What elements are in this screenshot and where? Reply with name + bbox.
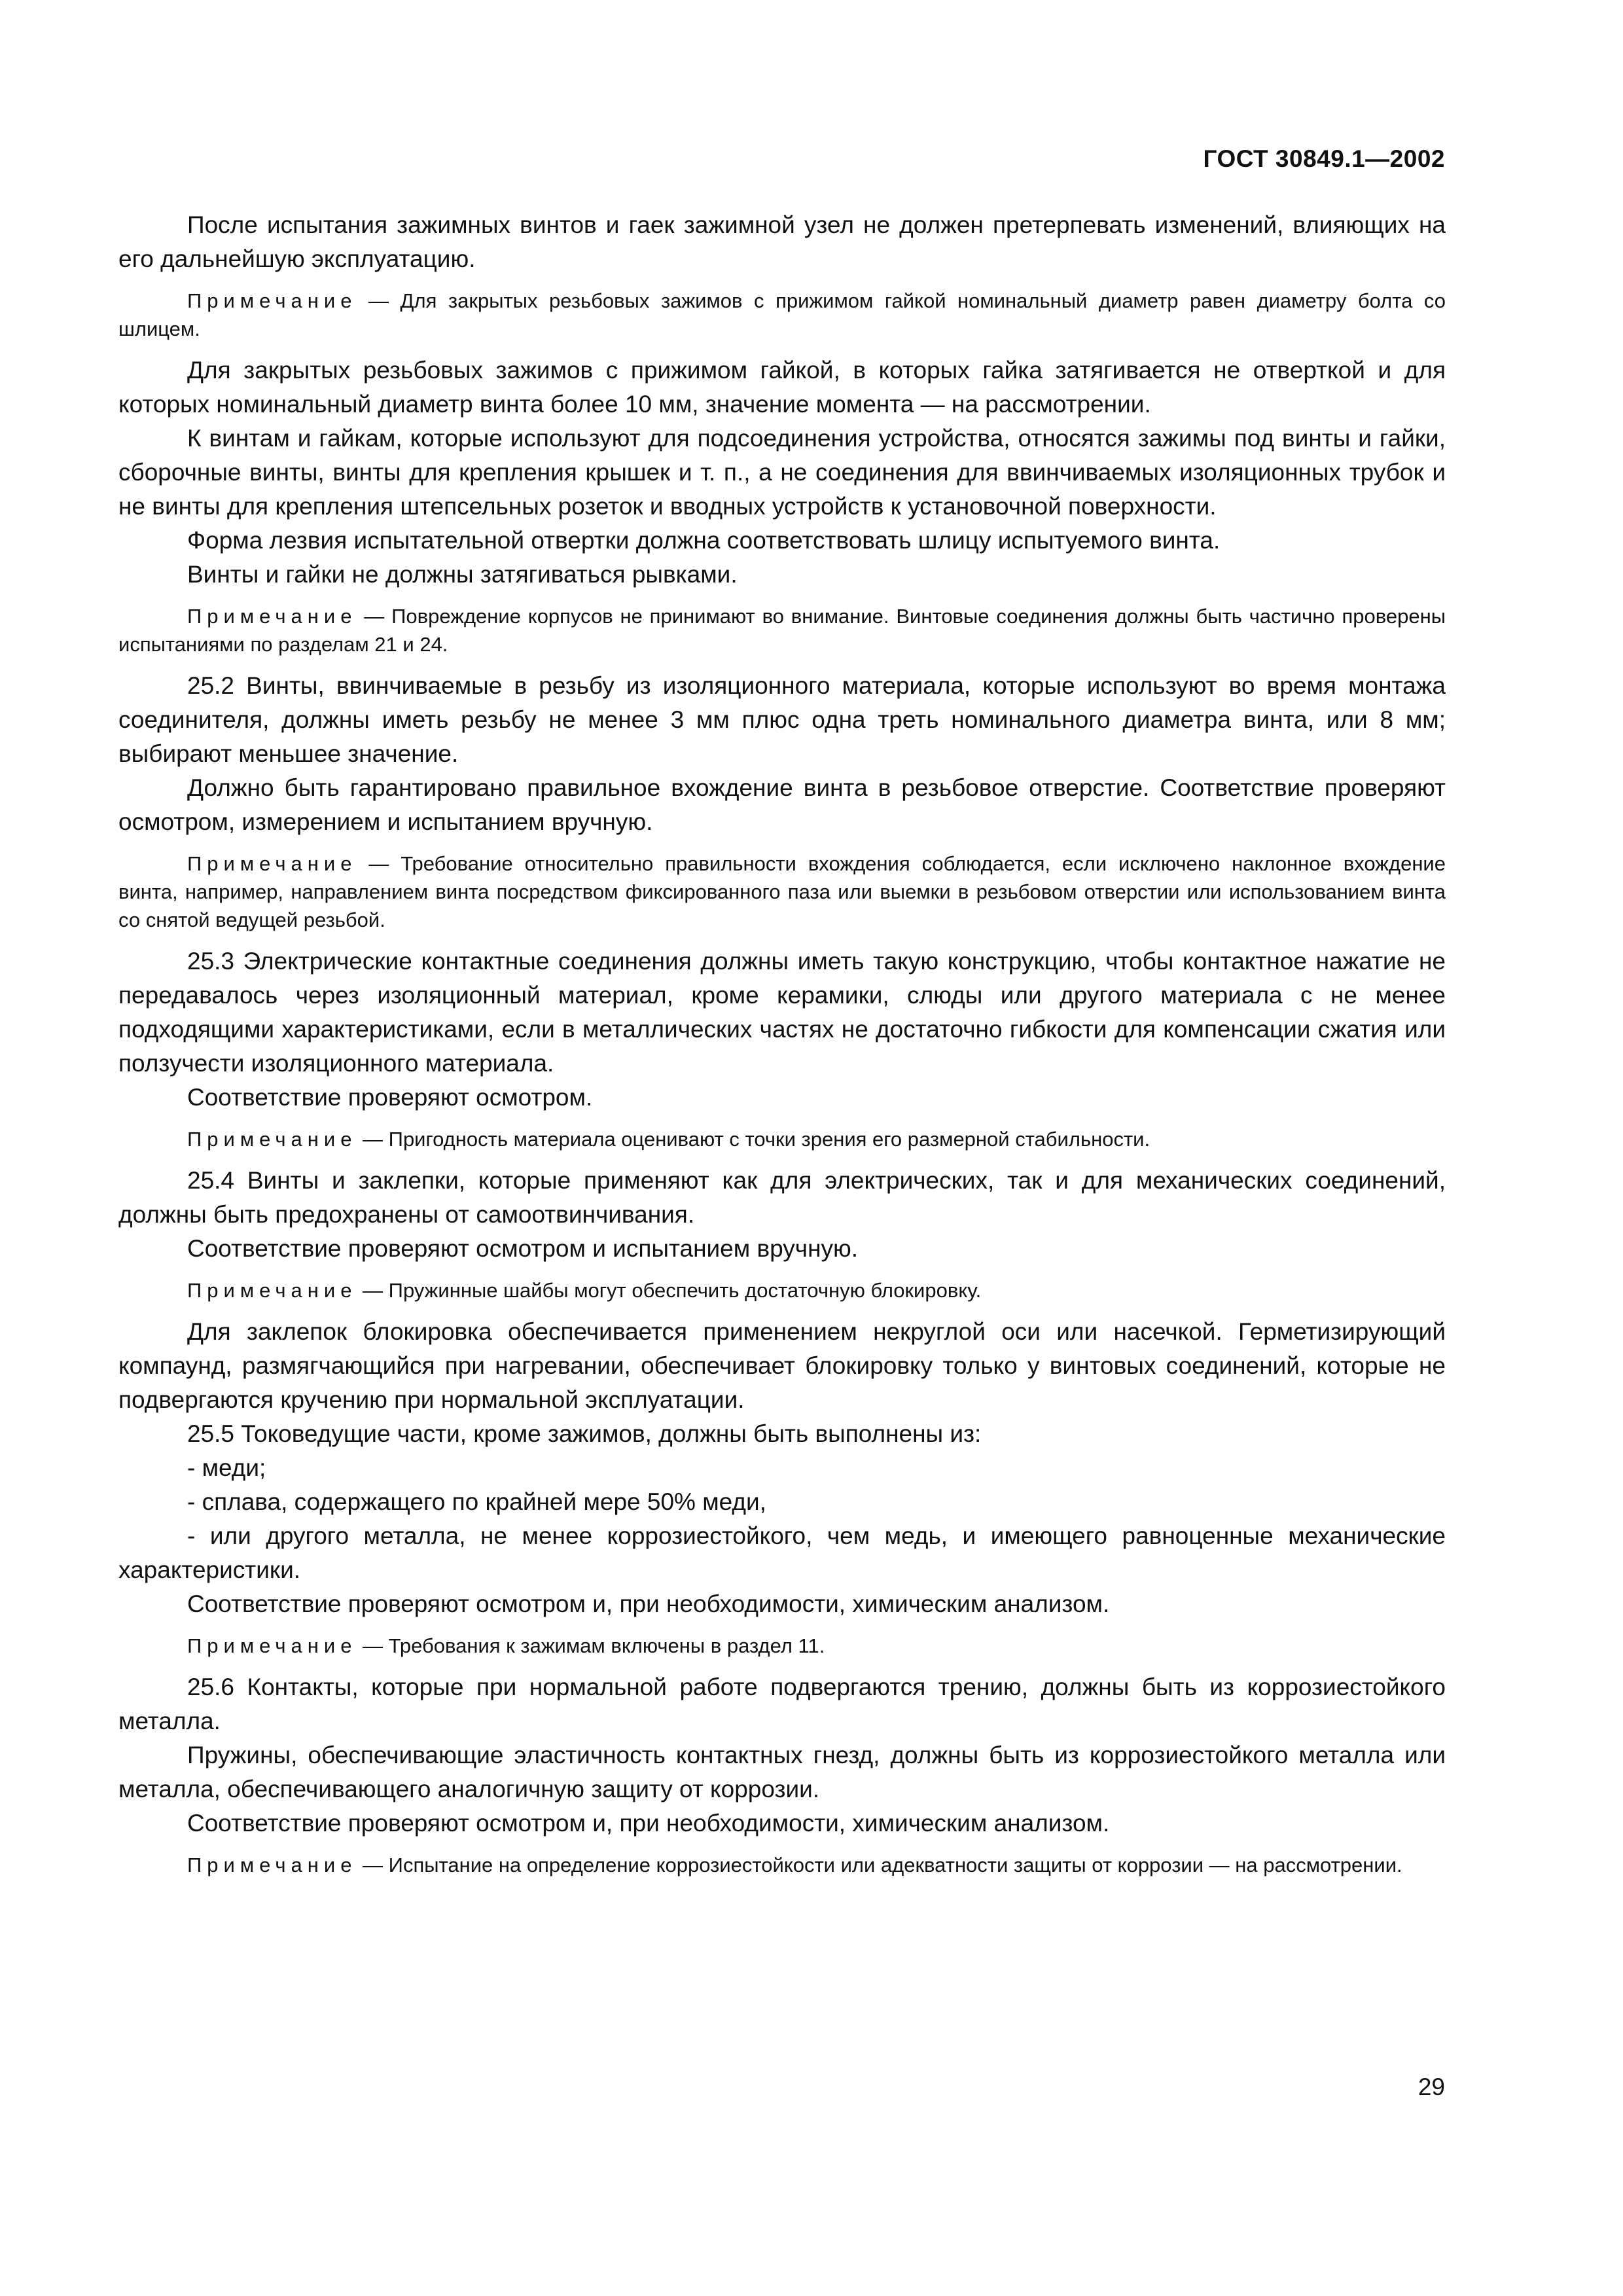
paragraph: 25.5 Токоведущие части, кроме зажимов, должны быть выполнены из:	[187, 1420, 982, 1447]
paragraph: Должно быть гарантировано правильное вхождение винта в резьбовое отверстие. Соответствие проверяют осмотром, измерением и испытанием вручную.	[118, 774, 1446, 835]
note-label: Примечание	[187, 1279, 357, 1302]
note-text: — Пружинные шайбы могут обеспечить достаточную блокировку.	[357, 1279, 982, 1302]
note	[118, 1125, 1446, 1153]
paragraph: Форма лезвия испытательной отвертки должна соответствовать шлицу испытуемого винта.	[187, 527, 1221, 554]
paragraph: К винтам и гайкам, которые используют для подсоединения устройства, относятся зажимы под винты и гайки, сборочные винты, винты для крепления крышек и т. п., а не соединения для ввинчиваемых изоляционных трубок и не винты для крепления штепсельных розеток и вводных устройств к установочной поверхности.	[118, 425, 1446, 520]
note-label: Примечание	[187, 605, 357, 628]
note-text: — Для закрытых резьбовых зажимов с прижимом гайкой номинальный диаметр равен диаметру болта со шлицем.	[118, 289, 1446, 340]
note-text: — Испытание на определение коррозиестойкости или адекватности защиты от коррозии — на рассмотрении.	[357, 1854, 1402, 1876]
note	[118, 1632, 1446, 1660]
paragraph: 25.3 Электрические контактные соединения должны иметь такую конструкцию, чтобы контактное нажатие не передавалось через изоляционный материал, кроме керамики, слюды или другого материала с не менее подходящими характеристиками, если в металлических частях не достаточно гибкости для компенсации сжатия или ползучести изоляционного материала.	[118, 948, 1446, 1077]
page-body	[118, 208, 1446, 1890]
note-text: — Требование относительно правильности вхождения соблюдается, если исключено наклонное вхождение винта, например, направлением винта посредством фиксированного паза или выемки в резьбовом отверстии или использованием винта со снятой ведущей резьбой.	[118, 852, 1446, 931]
paragraph: 25.4 Винты и заклепки, которые применяют как для электрических, так и для механических соединений, должны быть предохранены от самоотвинчивания.	[118, 1167, 1446, 1228]
list-item: - меди;	[187, 1454, 266, 1481]
note	[118, 1851, 1446, 1879]
note	[118, 850, 1446, 934]
note-label: Примечание	[187, 289, 357, 312]
note-text: — Требования к зажимам включены в раздел 11.	[357, 1634, 825, 1657]
paragraph: Соответствие проверяют осмотром.	[187, 1084, 593, 1111]
note	[118, 602, 1446, 658]
paragraph: Соответствие проверяют осмотром и, при необходимости, химическим анализом.	[187, 1590, 1110, 1617]
page-number: 29	[1418, 2073, 1445, 2100]
paragraph: Для закрытых резьбовых зажимов с прижимом гайкой, в которых гайка затягивается не отверткой и для которых номинальный диаметр винта более 10 мм, значение момента — на рассмотрении.	[118, 357, 1446, 418]
paragraph: 25.2 Винты, ввинчиваемые в резьбу из изоляционного материала, которые используют во время монтажа соединителя, должны иметь резьбу не менее 3 мм плюс одна треть номинального диаметра винта, или 8 мм; выбирают меньшее значение.	[118, 672, 1446, 767]
list-item: - сплава, содержащего по крайней мере 50% меди,	[187, 1488, 766, 1515]
note-label: Примечание	[187, 1128, 357, 1151]
note	[118, 287, 1446, 343]
paragraph: Винты и гайки не должны затягиваться рывками.	[187, 561, 738, 588]
note-text: — Пригодность материала оценивают с точки зрения его размерной стабильности.	[357, 1128, 1150, 1151]
note-label: Примечание	[187, 1854, 357, 1876]
note	[118, 1276, 1446, 1304]
paragraph: Соответствие проверяют осмотром и испытанием вручную.	[187, 1235, 859, 1262]
note-label: Примечание	[187, 852, 357, 875]
paragraph: Пружины, обеспечивающие эластичность контактных гнезд, должны быть из коррозиестойкого металла или металла, обеспечивающего аналогичную защиту от коррозии.	[118, 1742, 1446, 1803]
list-item: - или другого металла, не менее коррозиестойкого, чем медь, и имеющего равноценные механические характеристики.	[118, 1522, 1446, 1583]
paragraph: После испытания зажимных винтов и гаек зажимной узел не должен претерпевать изменений, влияющих на его дальнейшую эксплуатацию.	[118, 211, 1446, 272]
standard-header: ГОСТ 30849.1—2002	[1203, 145, 1445, 172]
note-text: — Повреждение корпусов не принимают во внимание. Винтовые соединения должны быть частично проверены испытаниями по разделам 21 и 24.	[118, 605, 1446, 656]
paragraph: 25.6 Контакты, которые при нормальной работе подвергаются трению, должны быть из коррозиестойкого металла.	[118, 1674, 1446, 1734]
note-label: Примечание	[187, 1634, 357, 1657]
paragraph: Для заклепок блокировка обеспечивается применением некруглой оси или насечкой. Герметизирующий компаунд, размягчающийся при нагревании, обеспечивает блокировку только у винтовых соединений, которые не подвергаются кручению при нормальной эксплуатации.	[118, 1318, 1446, 1413]
paragraph: Соответствие проверяют осмотром и, при необходимости, химическим анализом.	[187, 1810, 1110, 1837]
